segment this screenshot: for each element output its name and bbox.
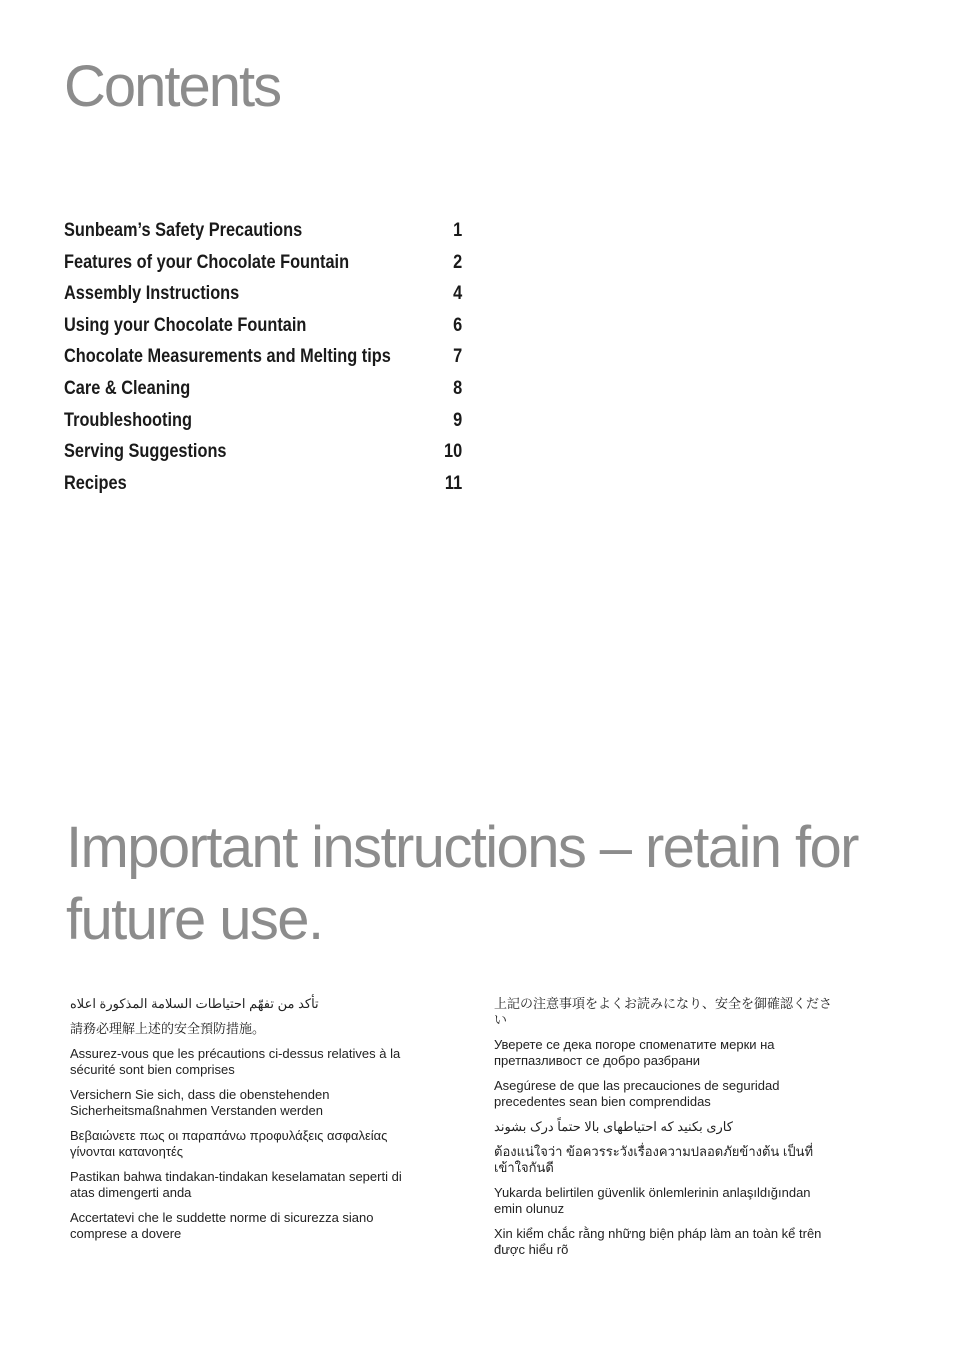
toc-entry-label: Using your Chocolate Fountain — [64, 314, 307, 336]
toc-entry[interactable] — [64, 220, 462, 252]
toc-entry-page: 1 — [453, 220, 463, 241]
toc-entry-page: 7 — [453, 346, 463, 368]
safety-notice-right-column — [494, 996, 839, 1267]
toc-entry[interactable] — [64, 283, 462, 315]
safety-notice-thai: ต้องแน่ใจว่า ข้อควรระวังเรื่องความปลอดภัยข้างต้น เป็นที่เข้าใจกันดี — [494, 1144, 814, 1175]
toc-entry[interactable] — [64, 473, 462, 505]
toc-entry-page: 8 — [453, 377, 463, 399]
toc-entry-label: Sunbeam’s Safety Precautions — [64, 220, 303, 241]
safety-notice-left-column — [70, 996, 420, 1251]
toc-entry[interactable] — [64, 315, 462, 347]
safety-notice-german: Versichern Sie sich, dass die obenstehenden Sicherheitsmaßnahmen Verstanden werden — [70, 1087, 330, 1118]
toc-entry-label: Features of your Chocolate Fountain — [64, 251, 350, 273]
toc-entry-page: 10 — [443, 441, 463, 463]
safety-notice-persian: کاری بکنید که احتیاطهای بالا حتماً درک بشوند — [494, 1119, 733, 1134]
safety-notice-chinese: 請務必理解上述的安全預防措施。 — [70, 1021, 266, 1036]
toc-entry-label: Troubleshooting — [64, 409, 192, 431]
toc-entry-label: Recipes — [64, 472, 127, 494]
safety-notice-italian: Accertatevi che le suddette norme di sicurezza siano comprese a dovere — [70, 1210, 374, 1241]
toc-entry-page: 11 — [444, 472, 463, 494]
toc-entry-label: Assembly Instructions — [64, 283, 240, 305]
safety-notice-japanese: 上記の注意事項をよくお読みになり、安全を御確認ください — [494, 996, 833, 1027]
safety-notice-greek: Βεβαιώνετε πως οι παραπάνω προφυλάξεις ασφαλείας γίνονται κατανοητές — [70, 1128, 388, 1159]
contents-title: Contents — [64, 54, 281, 119]
toc-entry[interactable] — [64, 252, 462, 284]
toc-entry-label: Serving Suggestions — [64, 441, 227, 463]
toc-entry[interactable] — [64, 346, 462, 378]
safety-notice-arabic: تأكد من تفهّم احتياطات السلامة المذكورة اعلاه — [70, 996, 319, 1011]
safety-notice-vietnamese: Xin kiểm chắc rằng những biện pháp làm an toàn kể trên được hiểu rõ — [494, 1226, 822, 1257]
toc-entry[interactable] — [64, 378, 462, 410]
toc-entry[interactable] — [64, 441, 462, 473]
safety-notice-spanish: Asegúrese de que las precauciones de seguridad precedentes sean bien comprendidas — [494, 1078, 780, 1109]
safety-notice-turkish: Yukarda belirtilen güvenlik önlemlerinin anlaşıldığından emin olunuz — [494, 1185, 811, 1216]
safety-notice-indonesian: Pastikan bahwa tindakan-tindakan keselamatan seperti di atas dimengerti anda — [70, 1169, 402, 1200]
instructions-title: Important instructions – retain for future use. — [66, 815, 858, 952]
safety-notice-french: Assurez-vous que les précautions ci-dessus relatives à la sécurité sont bien comprises — [70, 1046, 401, 1077]
toc-entry-page: 6 — [453, 314, 463, 336]
table-of-contents — [64, 220, 462, 504]
safety-notice-macedonian: Уверете се дека погоре спомenатите мерки на претпазливост се добро разбрани — [494, 1037, 775, 1068]
toc-entry-label: Care & Cleaning — [64, 377, 191, 399]
toc-entry[interactable] — [64, 410, 462, 442]
toc-entry-page: 9 — [453, 409, 463, 431]
toc-entry-label: Chocolate Measurements and Melting tips — [64, 346, 391, 368]
toc-entry-page: 4 — [453, 283, 463, 305]
toc-entry-page: 2 — [453, 251, 463, 273]
